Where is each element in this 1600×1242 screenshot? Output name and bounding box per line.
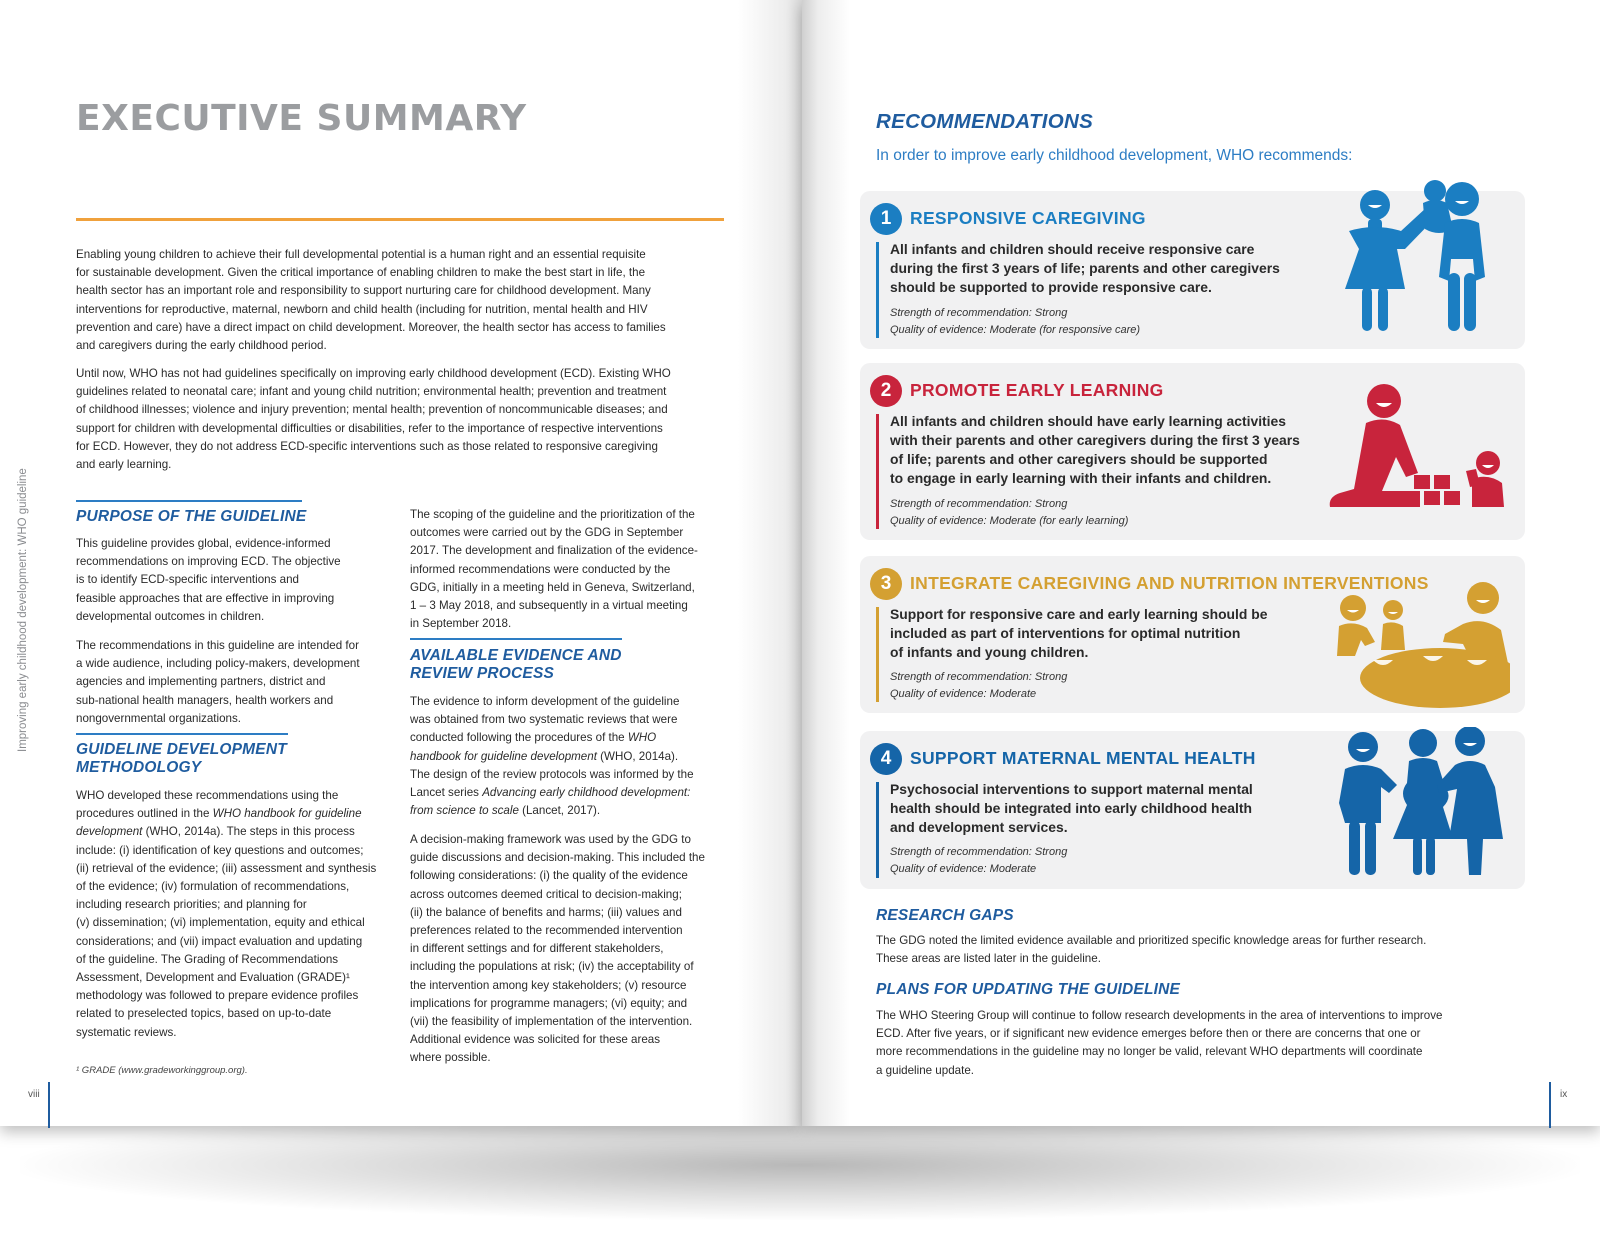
decision-paragraph xyxy=(410,831,740,1068)
plans-paragraph xyxy=(876,1007,1536,1080)
page-number: viii xyxy=(28,1089,40,1100)
strength-label: Strength of recommendation: Strong xyxy=(890,671,1068,683)
text-line: (vii) the feasibility of implementation of the intervention. xyxy=(410,1015,693,1029)
text-line: recommendations on improving ECD. The objective xyxy=(76,555,341,569)
methodology-paragraph xyxy=(76,787,406,1042)
evidence-heading xyxy=(410,647,622,683)
text-line: including the populations at risk; (iv) the acceptability of xyxy=(410,960,694,974)
text-line: health sector has an important role and responsibility to support nurturing care for childhood development. Many xyxy=(76,284,651,298)
heading-line: GUIDELINE DEVELOPMENT xyxy=(76,741,287,758)
text-line: Until now, WHO has not had guidelines specifically on improving early childhood development (ECD). Existing WHO xyxy=(76,367,671,380)
scoping-paragraph xyxy=(410,506,730,633)
accent-bar xyxy=(876,607,879,702)
recommendation-card-1 xyxy=(860,191,1525,349)
recommendation-meta xyxy=(890,844,1067,877)
recommendation-number: 2 xyxy=(870,375,902,407)
page-marker xyxy=(1549,1082,1551,1128)
text-line: Support for responsive care and early learning should be xyxy=(890,606,1268,622)
plans-heading: PLANS FOR UPDATING THE GUIDELINE xyxy=(876,981,1181,998)
text-line: Lancet series Advancing early childhood development: xyxy=(410,786,691,800)
text-line: (v) dissemination; (vi) implementation, equity and ethical xyxy=(76,916,365,930)
text-line: in different settings and for different stakeholders, xyxy=(410,942,664,956)
text-line: agencies and implementing partners, district and xyxy=(76,675,326,689)
recommendation-number: 3 xyxy=(870,568,902,600)
parents-holding-baby-icon xyxy=(1335,177,1510,349)
text-line: systematic reviews. xyxy=(76,1025,177,1039)
text-line: interventions for reproductive, maternal, newborn and child health (including for nutrition, mental health and HIV xyxy=(76,302,648,316)
text-line: All infants and children should have early learning activities xyxy=(890,413,1286,429)
page-number: ix xyxy=(1560,1089,1568,1100)
text-line: and development services. xyxy=(890,819,1068,835)
text-line: These areas are listed later in the guideline. xyxy=(876,952,1101,966)
intro-paragraph-1 xyxy=(76,246,736,355)
text-line: where possible. xyxy=(410,1051,491,1065)
text-line: should be supported to provide responsive care. xyxy=(890,279,1212,295)
text-line: was obtained from two systematic reviews that were xyxy=(410,713,678,727)
family-support-pregnant-mother-icon xyxy=(1335,727,1510,879)
text-line: The WHO Steering Group will continue to follow research developments in the area of interventions to improve xyxy=(876,1009,1443,1022)
accent-bar xyxy=(876,414,879,529)
text-line: The GDG noted the limited evidence available and prioritized specific knowledge areas for further research. xyxy=(876,934,1427,947)
text-line: considerations; and (vii) impact evaluation and updating xyxy=(76,934,363,948)
research-gaps-paragraph xyxy=(876,932,1536,968)
purpose-paragraph-2 xyxy=(76,637,396,728)
text-line: included as part of interventions for optimal nutrition xyxy=(890,625,1241,641)
recommendation-card-3 xyxy=(860,556,1525,713)
side-running-title: Improving early childhood development: WHO guideline xyxy=(17,468,29,752)
text-line: guide discussions and decision-making. This included the xyxy=(410,851,705,865)
quality-label: Quality of evidence: Moderate xyxy=(890,687,1037,700)
text-line: of infants and young children. xyxy=(890,644,1089,660)
recommendation-text xyxy=(890,780,1253,837)
text-line: methodology was followed to prepare evidence profiles xyxy=(76,989,359,1003)
text-line: for sustainable development. Given the critical importance of enabling children to make the best start in life, the xyxy=(76,266,646,280)
intro-paragraph-2 xyxy=(76,365,736,474)
accent-bar xyxy=(876,242,879,338)
text-line: feasible approaches that are effective in improving xyxy=(76,591,335,605)
recommendation-card-4 xyxy=(860,731,1525,889)
text-line: more recommendations in the guideline may no longer be valid, relevant WHO departments will coordinate xyxy=(876,1045,1423,1059)
text-line: a guideline update. xyxy=(876,1063,974,1077)
text-line: The evidence to inform development of the guideline xyxy=(410,695,680,708)
text-line: guidelines related to neonatal care; infant and young child nutrition; environmental health; prevention and treatment xyxy=(76,385,667,399)
text-line: implications for programme managers; (vi) equity; and xyxy=(410,996,688,1010)
text-line: Psychosocial interventions to support maternal mental xyxy=(890,781,1253,797)
strength-label: Strength of recommendation: Strong xyxy=(890,498,1068,510)
text-line: of life; parents and other caregivers should be supported xyxy=(890,451,1268,467)
recommendation-number: 1 xyxy=(870,203,902,235)
text-line: of childhood illnesses; violence and injury prevention; mental health; prevention of noncommunicable diseases; and xyxy=(76,403,668,417)
text-line: (ii) retrieval of the evidence; (iii) assessment and synthesis xyxy=(76,861,377,875)
text-line: in September 2018. xyxy=(410,617,512,631)
footnote: ¹ GRADE (www.gradeworkinggroup.org). xyxy=(76,1065,248,1076)
research-gaps-heading: RESEARCH GAPS xyxy=(876,907,1014,924)
title-divider xyxy=(76,218,724,221)
text-line: Assessment, Development and Evaluation (GRADE)¹ xyxy=(76,971,350,985)
text-line: 1 – 3 May 2018, and subsequently in a virtual meeting xyxy=(410,599,688,613)
text-line: including research priorities; and planning for xyxy=(76,898,307,912)
text-line: development (WHO, 2014a). The steps in this process xyxy=(76,825,355,839)
text-line: developmental outcomes in children. xyxy=(76,609,265,623)
text-line: All infants and children should receive responsive care xyxy=(890,241,1255,257)
text-line: WHO developed these recommendations using the xyxy=(76,789,339,802)
recommendation-text xyxy=(890,240,1280,297)
methodology-heading xyxy=(76,741,287,777)
recommendation-title: INTEGRATE CAREGIVING AND NUTRITION INTERVENTIONS xyxy=(910,573,1429,593)
recommendation-meta xyxy=(890,496,1128,529)
text-line: of the guideline. The Grading of Recommendations xyxy=(76,952,339,966)
text-line: The scoping of the guideline and the prioritization of the xyxy=(410,508,695,521)
text-line: during the first 3 years of life; parents and other caregivers xyxy=(890,260,1280,276)
text-line: and early learning. xyxy=(76,458,172,472)
text-line: prevention and care) have a direct impact on child development. Moreover, the health sector has access to families xyxy=(76,320,666,334)
recommendations-title: RECOMMENDATIONS xyxy=(876,110,1094,133)
section-rule xyxy=(76,500,302,502)
text-line: a wide audience, including policy-makers, development xyxy=(76,657,360,671)
text-line: health should be integrated into early childhood health xyxy=(890,800,1252,816)
text-line: the intervention among key stakeholders; (v) resource xyxy=(410,978,687,992)
quality-label: Quality of evidence: Moderate xyxy=(890,862,1037,875)
section-rule xyxy=(410,638,622,640)
text-line: conducted following the procedures of the WHO xyxy=(410,731,657,745)
page-title: EXECUTIVE SUMMARY xyxy=(76,98,527,139)
strength-label: Strength of recommendation: Strong xyxy=(890,307,1068,319)
text-line: informed recommendations were conducted by the xyxy=(410,562,671,576)
text-line: preferences related to the recommended intervention xyxy=(410,924,683,938)
recommendations-intro: In order to improve early childhood development, WHO recommends: xyxy=(876,147,1353,164)
book-shadow xyxy=(20,1110,1580,1220)
text-line: of the evidence; (iv) formulation of recommendations, xyxy=(76,880,350,894)
text-line: with their parents and other caregivers during the first 3 years xyxy=(890,432,1300,448)
text-line: (ii) the balance of benefits and harms; (iii) values and xyxy=(410,905,682,919)
heading-line: REVIEW PROCESS xyxy=(410,665,555,682)
text-line: A decision-making framework was used by the GDG to xyxy=(410,833,691,846)
accent-bar xyxy=(876,782,879,878)
family-eating-table-icon xyxy=(1335,580,1510,710)
left-page xyxy=(0,0,802,1126)
text-line: is to identify ECD-specific interventions and xyxy=(76,573,299,587)
text-line: Additional evidence was solicited for these areas xyxy=(410,1033,661,1047)
text-line: support for children with developmental difficulties or disabilities, refer to the importance of respective interventions xyxy=(76,421,663,435)
text-line: procedures outlined in the WHO handbook for guideline xyxy=(76,807,362,821)
text-line: sub-national health managers, health workers and xyxy=(76,693,334,707)
adult-child-playing-blocks-icon xyxy=(1320,381,1510,521)
recommendation-meta xyxy=(890,305,1140,338)
text-line: and caregivers during the early childhood period. xyxy=(76,339,327,353)
text-line: include: (i) identification of key questions and outcomes; xyxy=(76,843,364,857)
text-line: The design of the review protocols was informed by the xyxy=(410,767,694,781)
strength-label: Strength of recommendation: Strong xyxy=(890,846,1068,858)
text-line: 2017. The development and finalization of the evidence- xyxy=(410,544,698,558)
text-line: for ECD. However, they do not address ECD-specific interventions such as those related to responsive caregiving xyxy=(76,439,658,453)
evidence-paragraph xyxy=(410,693,730,820)
heading-line: METHODOLOGY xyxy=(76,759,202,776)
recommendation-title: RESPONSIVE CAREGIVING xyxy=(910,208,1146,228)
text-line: handbook for guideline development (WHO, 2014a). xyxy=(410,749,679,763)
recommendation-title: PROMOTE EARLY LEARNING xyxy=(910,380,1164,400)
text-line: outcomes were carried out by the GDG in September xyxy=(410,526,684,540)
heading-line: AVAILABLE EVIDENCE AND xyxy=(410,647,622,664)
quality-label: Quality of evidence: Moderate (for responsive care) xyxy=(890,323,1141,336)
purpose-paragraph-1 xyxy=(76,535,396,626)
text-line: nongovernmental organizations. xyxy=(76,711,241,725)
text-line: Enabling young children to achieve their full developmental potential is a human right and an essential requisite xyxy=(76,248,646,261)
text-line: The recommendations in this guideline are intended for xyxy=(76,639,359,652)
text-line: across outcomes deemed critical to decision-making; xyxy=(410,887,682,901)
text-line: ECD. After five years, or if significant new evidence emerges before then or there are concerns that one or xyxy=(876,1027,1421,1041)
recommendation-text xyxy=(890,412,1300,488)
quality-label: Quality of evidence: Moderate (for early learning) xyxy=(890,514,1129,527)
text-line: from science to scale (Lancet, 2017). xyxy=(410,804,601,818)
section-rule xyxy=(76,733,288,735)
text-line: related to preselected topics, based on up-to-date xyxy=(76,1007,332,1021)
text-line: to engage in early learning with their infants and children. xyxy=(890,470,1272,486)
recommendation-text xyxy=(890,605,1267,662)
recommendation-card-2 xyxy=(860,363,1525,540)
text-line: following considerations: (i) the quality of the evidence xyxy=(410,869,688,883)
page-marker xyxy=(48,1082,50,1128)
purpose-heading: PURPOSE OF THE GUIDELINE xyxy=(76,508,307,525)
recommendation-meta xyxy=(890,669,1067,702)
recommendation-title: SUPPORT MATERNAL MENTAL HEALTH xyxy=(910,748,1256,768)
text-line: GDG, initially in a meeting held in Geneva, Switzerland, xyxy=(410,580,695,594)
recommendation-number: 4 xyxy=(870,743,902,775)
text-line: This guideline provides global, evidence-informed xyxy=(76,537,331,550)
